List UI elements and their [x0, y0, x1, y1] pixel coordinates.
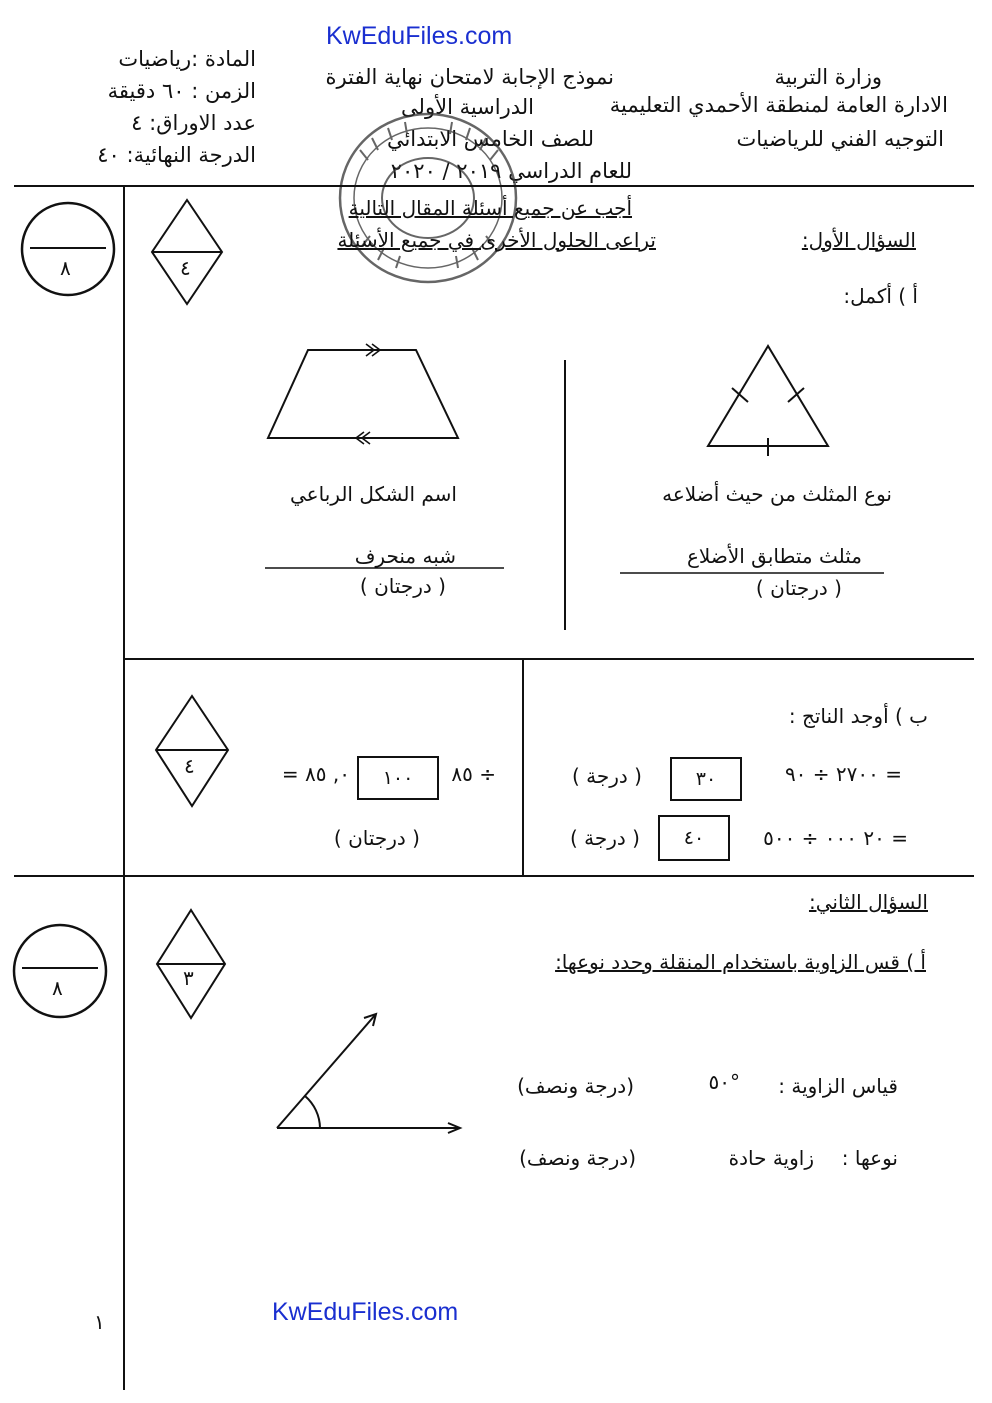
quad-prompt: اسم الشكل الرباعي: [290, 482, 457, 506]
eq2-answer-box: ٤٠: [658, 815, 730, 861]
region-line: الادارة العامة لمنطقة الأحمدي التعليمية: [609, 93, 948, 117]
eq3-dividend: ٨٥ ÷: [451, 762, 496, 786]
watermark-bottom: KwEduFiles.com: [272, 1298, 459, 1326]
eq1-answer-box: ٣٠: [670, 757, 742, 801]
eq1-left: ٢٧٠٠ ÷ ٩٠ =: [784, 762, 902, 786]
eq3-answer-box: ١٠٠: [357, 756, 439, 800]
department-line: التوجيه الفني للرياضيات: [736, 127, 944, 151]
eq1-marks: ( درجة ): [572, 764, 642, 788]
triangle-marks: ( درجتان ): [755, 576, 842, 600]
eq3-result: = ٠, ٨٥: [281, 762, 350, 786]
academic-year-line: للعام الدراسي ٢٠١٩ / ٢٠٢٠: [390, 159, 632, 183]
pages-line: عدد الاوراق: ٤: [131, 111, 256, 135]
q1b-label: ب ) أوجد الناتج :: [788, 704, 928, 728]
ministry-line: وزارة التربية: [774, 65, 882, 89]
grade-line: للصف الخامس الابتدائي: [386, 127, 594, 151]
triangle-answer: مثلث متطابق الأضلاع: [686, 544, 862, 568]
angle-measure-value: ٥٠°: [708, 1070, 740, 1094]
eq2-marks: ( درجة ): [570, 826, 640, 850]
q2a-score: ٣: [183, 966, 194, 990]
total-grade-line: الدرجة النهائية: ٤٠: [97, 143, 256, 167]
angle-type-label: نوعها :: [841, 1146, 898, 1170]
triangle-prompt: نوع المثلث من حيث أضلاعه: [662, 482, 892, 506]
q2-total-score: ٨: [52, 976, 63, 1000]
angle-measure-label: قياس الزاوية :: [778, 1074, 898, 1098]
instruction-1: أجب عن جميع أسئلة المقال التالية: [348, 196, 632, 220]
angle-type-marks: (درجة ونصف): [519, 1146, 636, 1170]
quad-answer: شبه منحرف: [354, 544, 456, 568]
angle-type-value: زاوية حادة: [728, 1146, 814, 1170]
q1-total-score: ٨: [60, 256, 71, 280]
exam-title-line1: نموذج الإجابة لامتحان نهاية الفترة: [325, 65, 614, 89]
time-line: الزمن : ٦٠ دقيقة: [107, 79, 256, 103]
q1a-score: ٤: [180, 256, 191, 280]
watermark-top: KwEduFiles.com: [326, 22, 513, 50]
q2a-label: أ ) قس الزاوية باستخدام المنقلة وحدد نوعها:: [555, 950, 926, 974]
angle-measure-marks: (درجة ونصف): [517, 1074, 634, 1098]
q1b-score: ٤: [184, 754, 195, 778]
instruction-2: تراعى الحلول الأخرى في جميع الأسئلة: [337, 228, 656, 252]
exam-title-line2: الدراسية الأولى: [401, 95, 534, 119]
q1a-label: أ ) أكمل:: [843, 284, 918, 308]
q1-title: السؤال الأول:: [801, 228, 916, 252]
eq2-left: ٢٠ ٠٠٠ ÷ ٥٠٠ =: [763, 826, 908, 850]
subject-line: المادة :رياضيات: [118, 47, 256, 71]
quad-marks: ( درجتان ): [359, 574, 446, 598]
page-number: ١: [94, 1310, 105, 1334]
eq3-marks: ( درجتان ): [333, 826, 420, 850]
q2-title: السؤال الثاني:: [808, 890, 928, 914]
